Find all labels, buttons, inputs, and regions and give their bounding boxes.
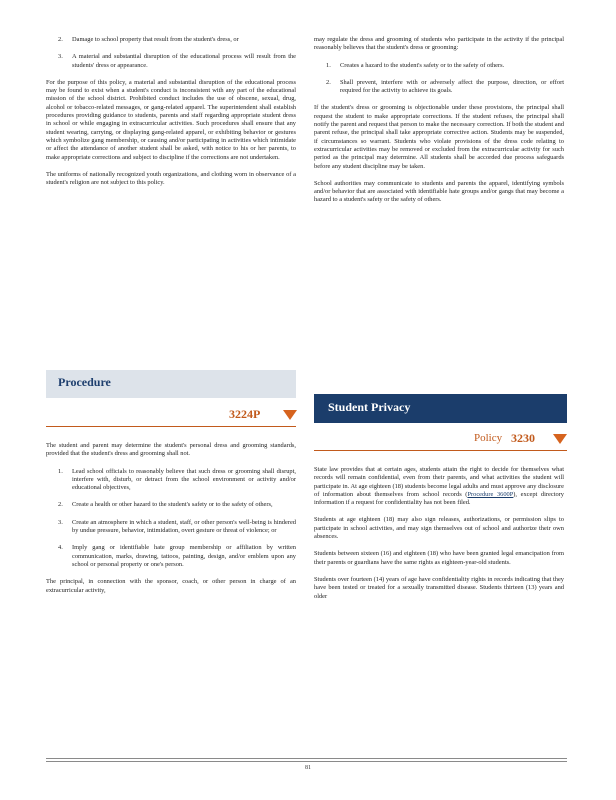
privacy-paragraph-1: State law provides that at certain ages, students attain the right to decide for themselves what records will remain confidential, even from their parents, and what activities the student will participate in. At age eighteen (18) students become legal adults and must approve any disclosure of information about themselves from school records (Procedure 3600P), except directory information if a request for confidentiality has not been filed. — [314, 466, 564, 507]
left-column-procedure — [46, 442, 296, 604]
list-text: Create an atmosphere in which a student, staff, or other person's well-being is hindered by undue pressure, behavior, intimidation, overt gesture or threat of violence; or — [72, 518, 296, 535]
principal-paragraph: The principal, in connection with the sponsor, coach, or other person in charge of an extracurricular activity, — [46, 578, 296, 594]
right-column-top — [314, 36, 564, 214]
privacy-paragraph-4: Students over fourteen (14) years of age have confidentiality rights in records indicating that they have been tested or treated for a sexually transmitted disease. Students thirteen (13) years and older — [314, 575, 564, 600]
procedure-list — [46, 468, 296, 570]
footer-rule — [46, 761, 567, 762]
privacy-paragraph-2: Students at age eighteen (18) may also sign releases, authorizations, or permission slips to participate in school activities, and may sign themselves out of school and authorize their own absences. — [314, 516, 564, 541]
procedure-code: 3224P — [229, 407, 261, 421]
hazard-list — [314, 62, 564, 96]
list-item — [58, 53, 296, 70]
left-column-top — [46, 36, 296, 196]
procedure-title: Procedure — [58, 375, 111, 389]
list-item — [58, 501, 296, 509]
policy-triangle-icon — [553, 434, 567, 444]
uniforms-paragraph: The uniforms of nationally recognized youth organizations, and clothing worn in observance of a student's religion are not subject to this policy. — [46, 170, 296, 187]
procedure-triangle-icon — [283, 410, 297, 420]
list-text: A material and substantial disruption of the educational process will result from the students' dress or appearance. — [72, 53, 296, 69]
list-number: 3. — [58, 518, 63, 526]
list-text: Damage to school property that result from the student's dress, or — [72, 36, 239, 43]
privacy-paragraph-3: Students between sixteen (16) and eighteen (18) who have been granted legal emancipation from their parents or guardians have the same rights as eighteen-year-old students. — [314, 550, 564, 566]
list-text: Lead school officials to reasonably believe that such dress or grooming shall disrupt, interfere with, disturb, or detract from the school environment or activity and/or educational objectives, — [72, 467, 296, 492]
policy-paragraph: For the purpose of this policy, a material and substantial disruption of the educational process may be found to exist when a student's conduct is inconsistent with any part of the educational mission of the school district. Prohibited conduct includes the use of obscene, sexual, drug, alcohol or tobacco-related messages, or gang-related apparel. The superintendent shall establish procedures providing guidance to students, parents and staff regarding appropriate student dress in school or while engaging in extracurricular activities. Such procedures shall ensure that any student wearing, carrying, or displaying gang-related apparel, or exhibiting behavior or gestures which symbolize gang membership, or causing and/or participating in activities which intimidate or affect the attendance of another student shall be asked, with notice to his or her parents, to make appropriate corrections and subject to discipline if the corrections are not undertaken. — [46, 78, 296, 161]
list-item — [58, 518, 296, 536]
footer-rule — [46, 758, 567, 759]
list-text: Imply gang or identifiable hate group membership or affiliation by written communication, marks, drawing, tattoos, painting, design, and/or emblem upon any school or personal property or one's person. — [72, 544, 296, 568]
list-item — [326, 61, 564, 70]
list-item — [326, 78, 564, 96]
list-number: 2. — [58, 501, 63, 509]
grooming-paragraph: If the student's dress or grooming is objectionable under these provisions, the principal shall request the student to make appropriate corrections. If the student refuses, the principal shall notify the parent and request that person to make the necessary correction. If both the student and parent refuse, the principal shall take appropriate corrective action. Students may be suspended, if circumstances so warrant. Students who violate provisions of the dress code relating to extracurricular activities may be removed or excluded from the extracurricular activity for such period as the principal may determine. All students shall be accorded due process safeguards before any student discipline may be taken. — [314, 104, 564, 170]
list-item — [58, 544, 296, 569]
authorities-paragraph: School authorities may communicate to students and parents the apparel, identifying symbols and/or behavior that are associated with identifiable hate groups and/or gangs that may become a hazard to a student's safety or the safety of others. — [314, 179, 564, 204]
procedure-3600p-link[interactable]: Procedure 3600P — [467, 490, 514, 498]
privacy-divider — [314, 450, 567, 451]
list-item — [58, 36, 296, 44]
policy-number: 3230 — [511, 431, 535, 445]
list-number: 2. — [326, 78, 331, 86]
list-number: 3. — [58, 53, 63, 61]
list-number: 1. — [58, 467, 63, 475]
continued-paragraph: may regulate the dress and grooming of students who participate in the activity if the principal reasonably believes that the student's dress or grooming: — [314, 36, 564, 52]
disruption-list — [46, 36, 296, 70]
list-item — [58, 467, 296, 493]
list-text: Shall prevent, interfere with or adversely affect the purpose, direction, or effort required for the activity to achieve its goals. — [340, 78, 564, 95]
procedure-intro: The student and parent may determine the student's personal dress and grooming standards, provided that the student's dress and grooming shall not. — [46, 442, 296, 458]
list-number: 2. — [58, 36, 63, 43]
right-column-privacy — [314, 466, 564, 610]
list-number: 4. — [58, 544, 63, 552]
list-text: Create a health or other hazard to the student's safety or to the safety of others, — [72, 501, 273, 509]
list-text: Creates a hazard to the student's safety or to the safety of others. — [340, 61, 505, 69]
list-number: 1. — [326, 61, 331, 69]
procedure-divider — [46, 426, 296, 427]
policy-label: Policy — [474, 432, 503, 444]
privacy-title: Student Privacy — [328, 400, 411, 414]
page-number: 81 — [305, 765, 311, 771]
